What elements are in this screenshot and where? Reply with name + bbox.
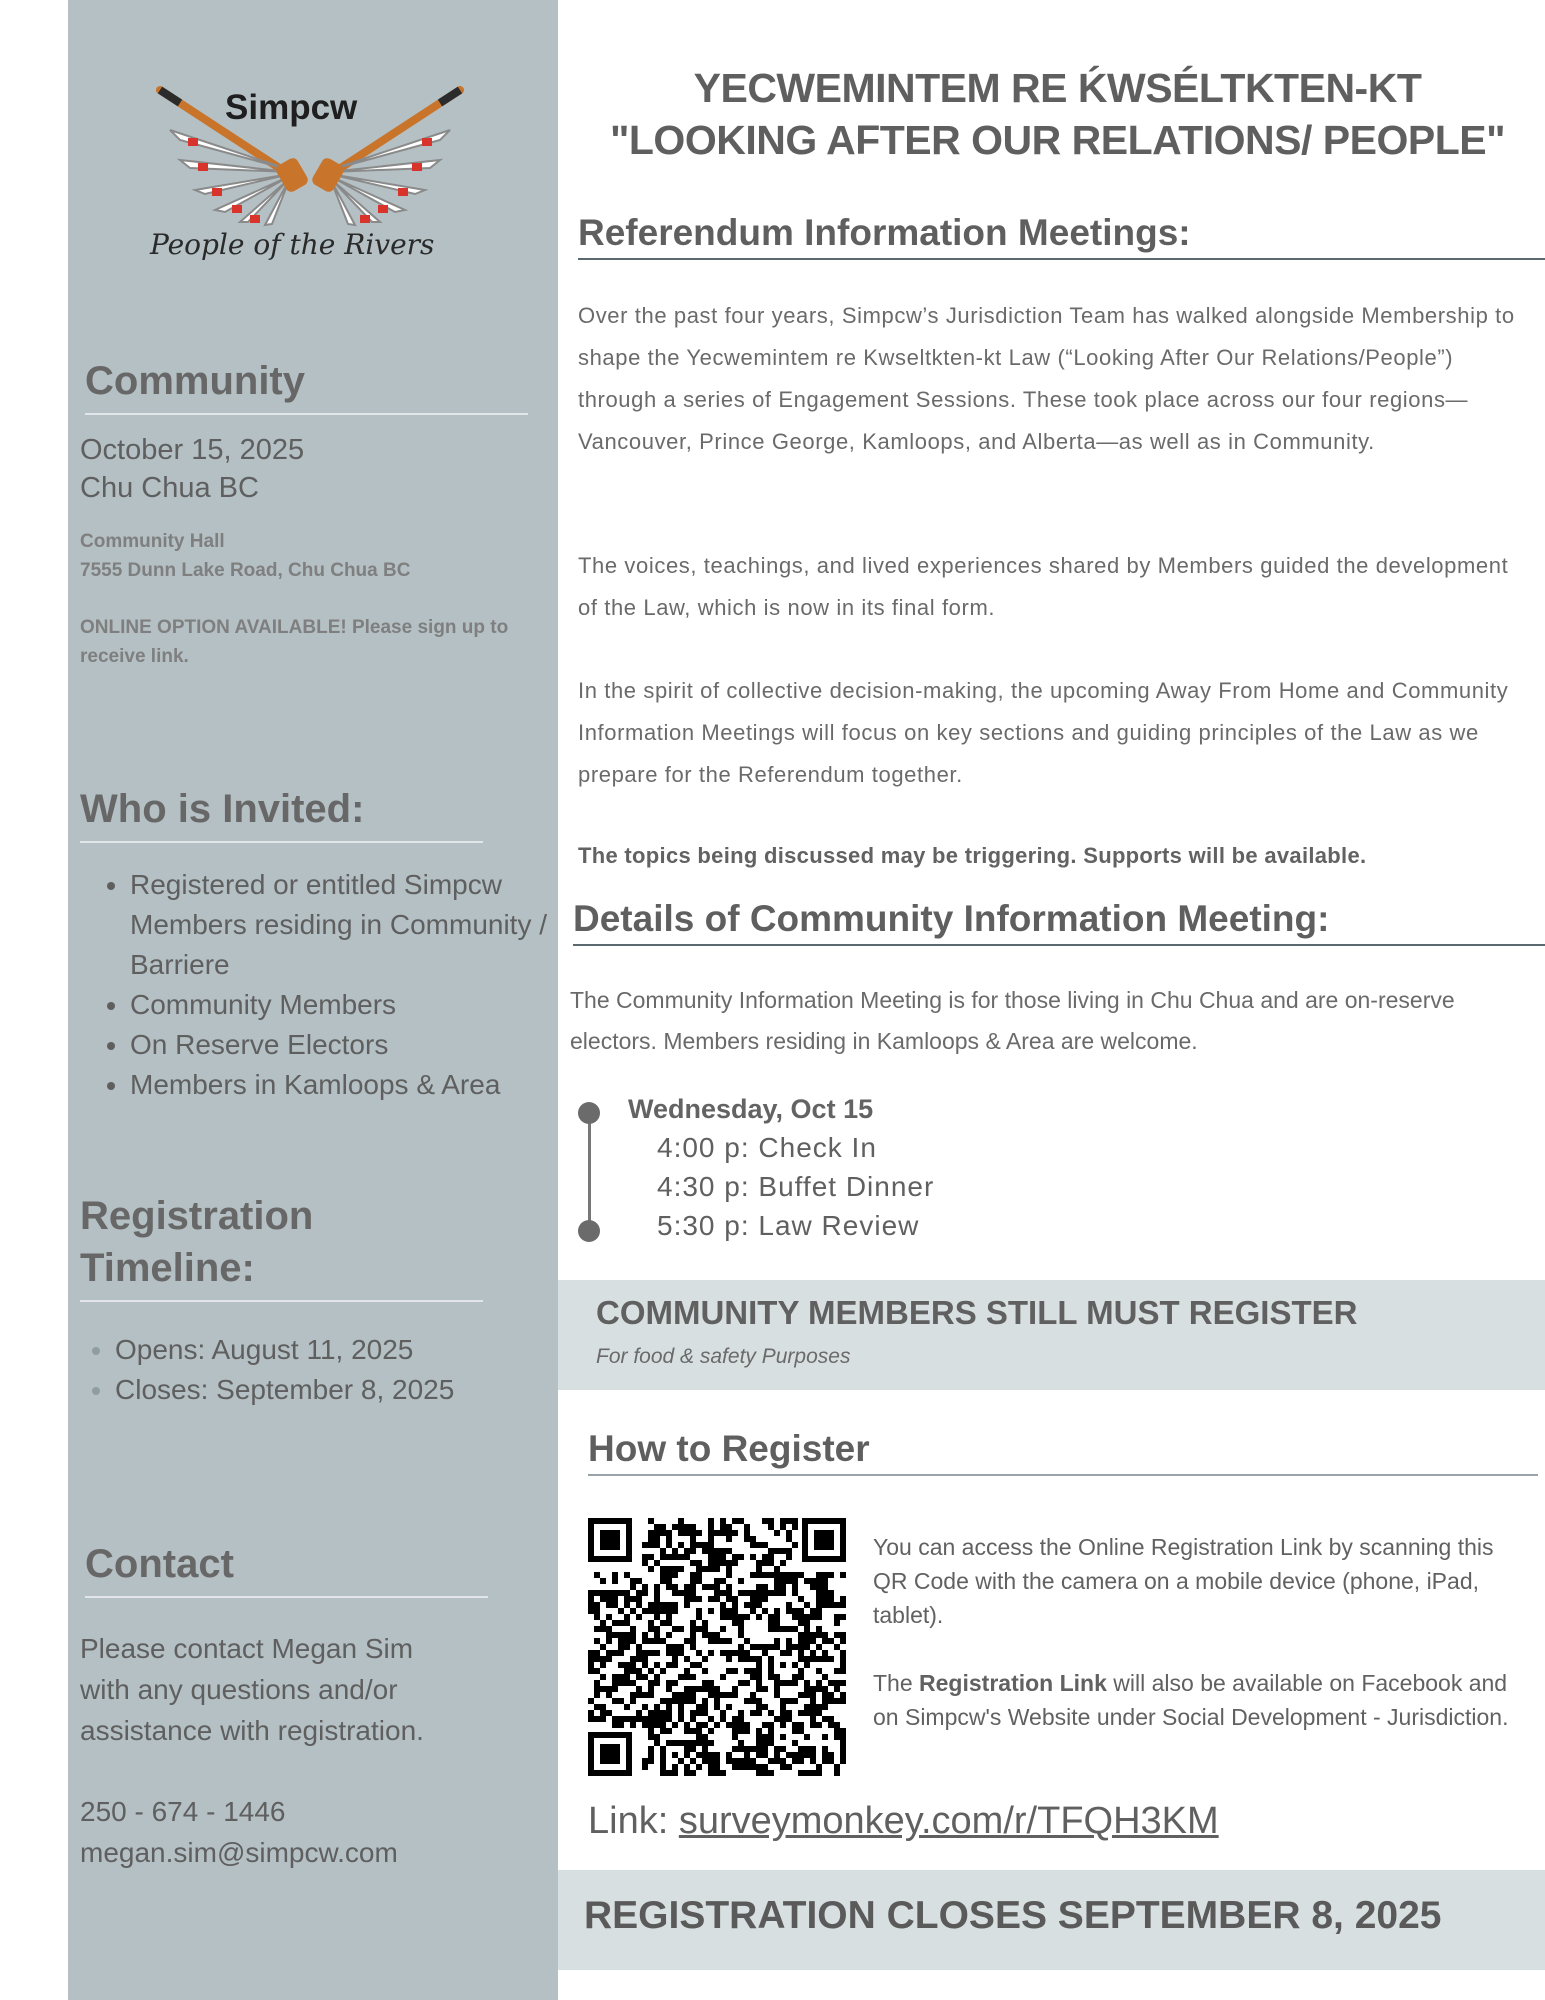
must-register-heading: COMMUNITY MEMBERS STILL MUST REGISTER (596, 1294, 1358, 1331)
details-heading: Details of Community Information Meeting: (573, 898, 1545, 946)
community-address: 7555 Dunn Lake Road, Chu Chua BC (80, 560, 411, 581)
must-register-banner (558, 1280, 1545, 1390)
must-register-subtext: For food & safety Purposes (596, 1345, 851, 1368)
title-line-1: YECWEMINTEM RE ḰWSÉLTKTEN-KT (693, 65, 1422, 111)
closing-banner (558, 1870, 1545, 1970)
survey-link[interactable]: surveymonkey.com/r/TFQH3KM (678, 1800, 1219, 1842)
feather-wings-icon (140, 60, 480, 230)
meeting-day: Wednesday, Oct 15 (628, 1094, 874, 1124)
registration-link-row (588, 1800, 1219, 1843)
registration-link-label: Registration Link (919, 1670, 1107, 1696)
page-title (570, 62, 1545, 166)
timeline-connector (588, 1112, 591, 1232)
qr-code-icon (588, 1518, 846, 1776)
invited-item: • On Reserve Electors (130, 1025, 580, 1065)
how-to-register-heading: How to Register (588, 1428, 1538, 1476)
contact-text: Please contact Megan Sim with any questions and/or assistance with registration. (80, 1633, 424, 1746)
simpcw-logo (140, 60, 480, 290)
registration-text-2 (873, 1666, 1513, 1734)
referendum-heading: Referendum Information Meetings: (578, 212, 1545, 260)
invited-list (80, 865, 580, 1105)
community-place: Chu Chua BC (80, 472, 259, 504)
registration-closes-text: REGISTRATION CLOSES SEPTEMBER 8, 2025 (584, 1894, 1442, 1937)
schedule-item: 4:00 p: Check In (657, 1132, 877, 1163)
registration-instructions (873, 1530, 1513, 1734)
contact-heading: Contact (85, 1538, 488, 1598)
link-label: Link: (588, 1800, 679, 1842)
timeline-item: • Opens: August 11, 2025 (115, 1330, 575, 1370)
registration-text-2-pre: The (873, 1670, 920, 1696)
timeline-list (65, 1330, 575, 1410)
registration-text-2-post: will also be available on Facebook and on Simpcw's Website under Social Development - Jurisdiction. (873, 1670, 1509, 1730)
trigger-warning: The topics being discussed may be triggering. Supports will be available. (578, 843, 1367, 868)
referendum-paragraph-1: Over the past four years, Simpcw’s Jurisdiction Team has walked alongside Membership to shape the Yecwemintem re Kwseltkten-kt Law (“Looking After Our Relations/People”) through a series of Engagement Sessions. These took place across our four regions—Vancouver, Prince George, Kamloops, and Alberta—as well as in Community. (578, 303, 1515, 454)
logo-brand-text: Simpcw (225, 88, 358, 127)
logo-tagline: People of the Rivers (150, 228, 435, 261)
registration-text-1: You can access the Online Registration Link by scanning this QR Code with the camera on a mobile device (phone, iPad, tablet). (873, 1534, 1494, 1628)
schedule-item: 4:30 p: Buffet Dinner (657, 1171, 935, 1202)
timeline-item: • Closes: September 8, 2025 (115, 1370, 575, 1410)
timeline-dot-end (578, 1220, 600, 1242)
title-line-2: "LOOKING AFTER OUR RELATIONS/ PEOPLE" (609, 117, 1506, 163)
online-option-note: ONLINE OPTION AVAILABLE! Please sign up to receive link. (80, 617, 509, 667)
community-date: October 15, 2025 (80, 434, 305, 466)
referendum-paragraph-2: The voices, teachings, and lived experiences shared by Members guided the development of the Law, which is now in its final form. (578, 553, 1509, 620)
community-heading: Community (85, 355, 528, 415)
referendum-paragraph-3: In the spirit of collective decision-making, the upcoming Away From Home and Community Information Meetings will focus on key sections and guiding principles of the Law as we prepare for the Referendum together. (578, 678, 1509, 787)
invited-item: • Registered or entitled Simpcw Members residing in Community / Barriere (130, 865, 580, 985)
timeline-heading: Registration Timeline: (80, 1190, 483, 1302)
contact-phone: 250 - 674 - 1446 (80, 1796, 286, 1827)
details-text: The Community Information Meeting is for those living in Chu Chua and are on-reserve electors. Members residing in Kamloops & Area are welcome. (570, 987, 1455, 1054)
schedule-item: 5:30 p: Law Review (657, 1210, 920, 1241)
invited-heading: Who is Invited: (80, 783, 483, 843)
contact-email: megan.sim@simpcw.com (80, 1837, 398, 1868)
invited-item: • Members in Kamloops & Area (130, 1065, 580, 1105)
timeline-dot-start (578, 1102, 600, 1124)
community-venue: Community Hall (80, 531, 225, 552)
invited-item: • Community Members (130, 985, 580, 1025)
qr-code[interactable] (588, 1518, 846, 1776)
